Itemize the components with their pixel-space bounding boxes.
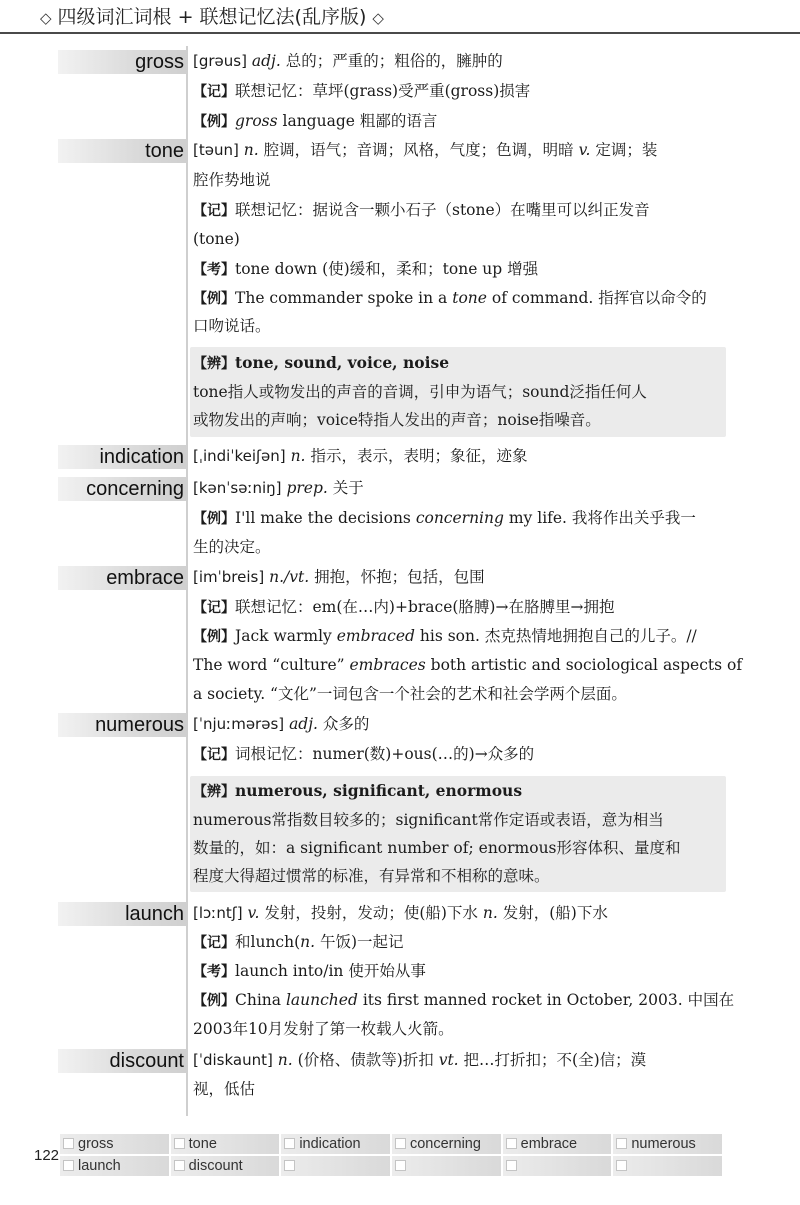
phonetic: [ˌindiˈkeiʃən] (193, 447, 286, 465)
example-text: of command. 指挥官以命令的 (486, 289, 707, 307)
example-keyword: launched (285, 991, 358, 1009)
example-text: its first manned rocket in October, 2003. 中国在 (357, 991, 735, 1009)
exam-note (193, 258, 538, 281)
definition: 指示，表示，表明；象征，迹象 (310, 447, 528, 465)
example (193, 110, 437, 133)
example-text: China (235, 991, 286, 1009)
example-text: The commander spoke in a (235, 289, 453, 307)
distinction-heading (193, 352, 449, 375)
definition: 拥抱，怀抱；包括，包围 (314, 568, 485, 586)
part-of-speech: n. (277, 1051, 293, 1069)
example (193, 625, 697, 648)
definition: 众多的 (322, 715, 370, 733)
example-tag: 【例】 (193, 511, 235, 527)
definition-line (193, 713, 369, 735)
distinction-tag: 【辨】 (193, 356, 235, 372)
phonetic: [grəus] (193, 52, 247, 70)
headword: tone (58, 139, 188, 163)
memory-tag: 【记】 (193, 600, 235, 616)
memory-tag: 【记】 (193, 203, 235, 219)
definition-line (193, 445, 527, 467)
phonetic: [təun] (193, 141, 239, 159)
definition: 发射，投射，发动；使(船)下水 (264, 904, 478, 922)
distinction-text: 程度大得超过惯常的标准，有异常和不相称的意味。 (193, 867, 550, 885)
exam-note (193, 960, 426, 983)
checklist-item: embrace (503, 1134, 612, 1154)
example-text: his son. 杰克热情地拥抱自己的儿子。// (414, 627, 697, 645)
part-of-speech: adj. (289, 715, 318, 733)
part-of-speech: n./vt. (269, 568, 310, 586)
memory-note (193, 80, 530, 103)
definition-line (193, 566, 485, 588)
example (193, 507, 696, 530)
example-keyword: tone (452, 289, 487, 307)
phonetic: [ˈdiskaunt] (193, 1051, 273, 1069)
checklist-empty-cell (503, 1156, 612, 1176)
example-tag: 【例】 (193, 114, 235, 130)
example-tag: 【例】 (193, 629, 235, 645)
memory-note (193, 199, 650, 222)
headword: discount (58, 1049, 188, 1073)
headword: concerning (58, 477, 188, 501)
memory-text: 联想记忆：据说含一颗小石子（stone）在嘴里可以纠正发音 (235, 201, 650, 219)
example-text: I'll make the decisions (235, 509, 416, 527)
distinction-text: numerous常指数目较多的；significant常作定语或表语，意为相当 (193, 811, 664, 829)
definition: 发射，(船)下水 (502, 904, 608, 922)
example-text: both artistic and sociological aspects of (425, 656, 743, 674)
definition-line (193, 139, 657, 161)
distinction-words: tone, sound, voice, noise (235, 353, 450, 372)
exam-text: tone down (使)缓和，柔和；tone up 增强 (235, 260, 539, 278)
example (193, 654, 742, 676)
part-of-speech: v. (247, 904, 260, 922)
definition: 腔调，语气；音调；风格，气度；色调，明暗 (263, 141, 574, 159)
memory-text: 词根记忆：numer(数)+ous(…的)→众多的 (235, 745, 535, 763)
checklist-item: indication (281, 1134, 390, 1154)
phonetic: [imˈbreis] (193, 568, 265, 586)
example-keyword: embraces (349, 656, 426, 674)
headword: launch (58, 902, 188, 926)
memory-tag: 【记】 (193, 747, 235, 763)
diamond-ornament-icon: ◇ (40, 9, 52, 27)
part-of-speech: vt. (438, 1051, 459, 1069)
distinction-tag: 【辨】 (193, 784, 235, 800)
checklist-item: discount (171, 1156, 280, 1176)
part-of-speech: prep. (286, 479, 328, 497)
phonetic: [lɔːntʃ] (193, 904, 243, 922)
definition: 关于 (332, 479, 364, 497)
checklist-item: numerous (613, 1134, 722, 1154)
distinction-text: 或物发出的声响；voice特指人发出的声音；noise指噪音。 (193, 411, 601, 429)
checklist-empty-cell (392, 1156, 501, 1176)
definition-continued: 视，低估 (193, 1080, 256, 1098)
part-of-speech: n. (300, 933, 316, 951)
example-continued: a society. “文化”一词包含一个社会的艺术和社会学两个层面。 (193, 685, 627, 703)
example-text: Jack warmly (235, 627, 337, 645)
memory-text-continued: (tone) (193, 230, 240, 248)
distinction-text: tone指人或物发出的声音的音调，引申为语气；sound泛指任何人 (193, 383, 647, 401)
memory-note (193, 743, 534, 766)
headword: indication (58, 445, 188, 469)
part-of-speech: v. (578, 141, 591, 159)
example (193, 989, 734, 1012)
checklist-item: gross (60, 1134, 169, 1154)
phonetic: [kənˈsəːniŋ] (193, 479, 282, 497)
definition: (价格、债款等)折扣 (297, 1051, 434, 1069)
definition: 把…打折扣；不(全)信；漠 (463, 1051, 647, 1069)
memory-text: 联想记忆：em(在…内)+brace(胳膊)→在胳膊里→拥抱 (235, 598, 615, 616)
definition: 定调；装 (595, 141, 658, 159)
definition-line (193, 1049, 646, 1071)
memory-tag: 【记】 (193, 935, 235, 951)
distinction-text: 数量的，如：a significant number of; enormous形容体积、量度和 (193, 839, 681, 857)
definition-line (193, 50, 503, 72)
review-word-checklist (60, 1134, 722, 1176)
example (193, 287, 707, 310)
memory-text: 和lunch( (235, 933, 301, 951)
part-of-speech: n. (482, 904, 498, 922)
distinction-words: numerous, significant, enormous (235, 781, 523, 800)
example-keyword: concerning (415, 509, 504, 527)
part-of-speech: n. (243, 141, 259, 159)
checklist-item: tone (171, 1134, 280, 1154)
page-header (0, 0, 800, 34)
example-keyword: gross (235, 112, 278, 130)
example-continued: 口吻说话。 (193, 317, 271, 335)
memory-note (193, 596, 614, 619)
headword: gross (58, 50, 188, 74)
checklist-empty-cell (613, 1156, 722, 1176)
headword: numerous (58, 713, 188, 737)
example-text: my life. 我将作出关乎我一 (503, 509, 696, 527)
example-continued: 2003年10月发射了第一枚载人火箭。 (193, 1020, 454, 1038)
definition-line (193, 477, 364, 499)
example-continued: 生的决定。 (193, 538, 271, 556)
part-of-speech: adj. (251, 52, 281, 70)
distinction-heading (193, 780, 522, 803)
example-keyword: embraced (336, 627, 415, 645)
definition-line (193, 902, 608, 924)
memory-text: 午饭)一起记 (315, 933, 404, 951)
example-tag: 【例】 (193, 993, 235, 1009)
checklist-item: concerning (392, 1134, 501, 1154)
definition: 总的；严重的；粗俗的，臃肿的 (285, 52, 503, 70)
phonetic: [ˈnjuːmərəs] (193, 715, 285, 733)
checklist-empty-cell (281, 1156, 390, 1176)
example-text: language 粗鄙的语言 (277, 112, 438, 130)
memory-text: 联想记忆：草坪(grass)受严重(gross)损害 (235, 82, 531, 100)
header-title: 四级词汇词根 + 联想记忆法(乱序版) (57, 6, 367, 28)
exam-tag: 【考】 (193, 262, 235, 278)
page-number: 122 (34, 1147, 60, 1164)
memory-tag: 【记】 (193, 84, 235, 100)
definition-continued: 腔作势地说 (193, 171, 271, 189)
memory-note (193, 931, 404, 954)
headword: embrace (58, 566, 188, 590)
example-tag: 【例】 (193, 291, 235, 307)
diamond-ornament-icon: ◇ (372, 9, 384, 27)
exam-tag: 【考】 (193, 964, 235, 980)
part-of-speech: n. (290, 447, 306, 465)
exam-text: launch into/in 使开始从事 (235, 962, 426, 980)
example-text: The word “culture” (193, 656, 350, 674)
checklist-item: launch (60, 1156, 169, 1176)
